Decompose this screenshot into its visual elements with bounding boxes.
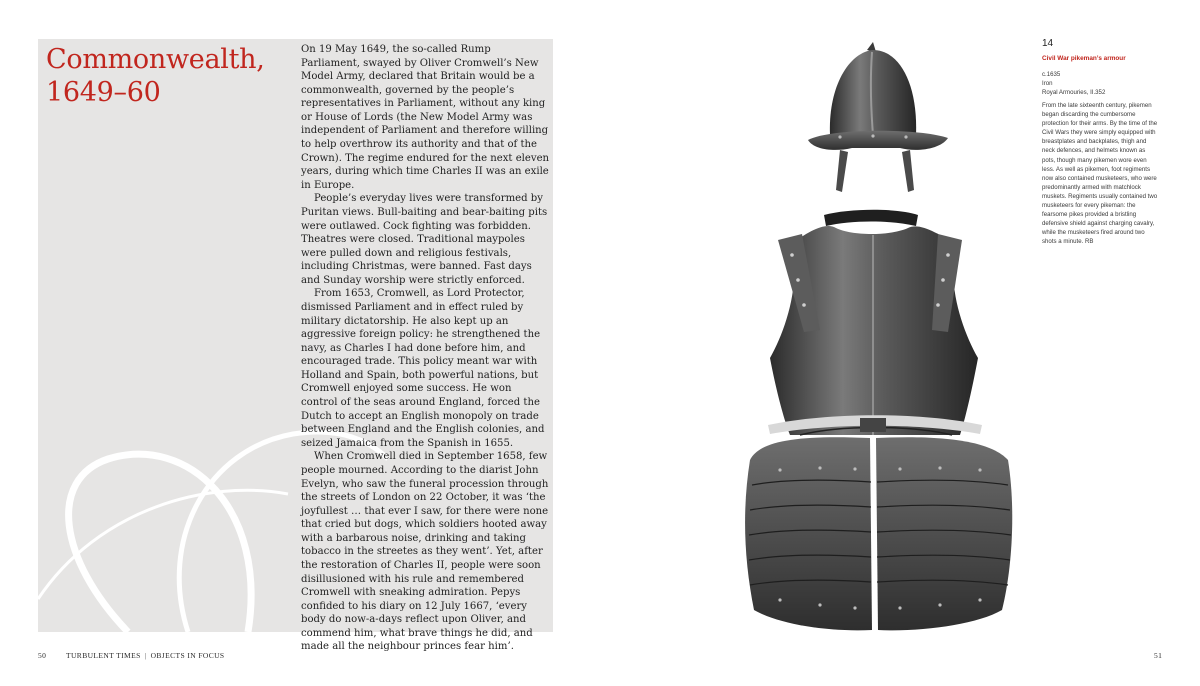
running-head-section: OBJECTS IN FOCUS xyxy=(150,651,225,660)
page-number-right: 51 xyxy=(1154,651,1163,660)
object-caption xyxy=(1042,38,1160,247)
page-number-left: 50 xyxy=(38,651,47,660)
running-head xyxy=(66,651,225,660)
object-date: c.1635 xyxy=(1042,71,1061,78)
running-head-divider: | xyxy=(144,651,147,660)
chapter-title: Commonwealth, 1649–60 xyxy=(46,44,265,108)
body-paragraph: People’s everyday lives were transformed by Puritan views. Bull-baiting and bear-baiting pits were outlawed. Cock fighting was forbidden. Theatres were closed. Traditional maypoles were pulled down and religious festivals, including Christmas, were banned. Fast days and Sunday worship were strictly enforced. xyxy=(301,193,548,286)
pikeman-armour-illustration-icon xyxy=(740,40,1030,636)
object-description: From the late sixteenth century, pikemen began discarding the cumbersome protection for their arms. By the time of the Civil Wars they were simply equipped with breastplates and backplates, thigh and neck defences, and helmets known as pots, though many pikemen wore even less. As well as pikemen, foot regiments now also contained musketeers, who were predominantly armed with matchlock muskets. Regiments usually contained two musketeers for every pikeman: the fearsome pikes provided a bristling defensive shield against charging cavalry, while the musketeers fired around two shots a minute. RB xyxy=(1042,102,1158,246)
body-paragraph: From 1653, Cromwell, as Lord Protector, dismissed Parliament and in effect ruled by military dictatorship. He also kept up an aggressive foreign policy: he strengthened the navy, as Charles I had done before him, and encouraged trade. This policy meant war with Holland and Spain, both powerful nations, but Cromwell enjoyed some success. He won control of the seas around England, forced the Dutch to accept an English monopoly on trade between England and the English colonies, and seized Jamaica from the Spanish in 1655. xyxy=(301,288,545,449)
running-head-book: TURBULENT TIMES xyxy=(66,651,141,660)
body-text xyxy=(301,43,551,654)
object-number: 14 xyxy=(1042,38,1054,49)
body-paragraph: On 19 May 1649, the so-called Rump Parliament, swayed by Oliver Cromwell’s New Model Army, declared that Britain would be a commonwealth, governed by the people’s representatives in Parliament, without any king or House of Lords (the New Model Army was independent of Parliament and therefore willing to help overthrow its authority and that of the Crown). The regime endured for the next eleven years, during which time Charles II was an exile in Europe. xyxy=(301,44,550,191)
body-paragraph: When Cromwell died in September 1658, few people mourned. According to the diarist John Evelyn, who saw the funeral procession through the streets of London on 22 October, it was ‘the joyfullest … that ever I saw, for there were none that cried but dogs, which soldiers hooted away with a barbarous noise, drinking and taking tobacco in the streetes as they went’. Yet, after the restoration of Charles II, people were soon disillusioned with his rule and remembered Cromwell with sneaking admiration. Pepys confided to his diary on 12 July 1667, ‘every body do now-a-days reflect upon Oliver, and commend him, what brave things he did, and made all the neighbour princes fear him’. xyxy=(301,451,549,653)
object-collection: Royal Armouries, II.352 xyxy=(1042,89,1106,96)
object-title: Civil War pikeman’s armour xyxy=(1042,55,1126,62)
grey-text-panel xyxy=(38,39,553,653)
object-material: Iron xyxy=(1042,80,1053,87)
